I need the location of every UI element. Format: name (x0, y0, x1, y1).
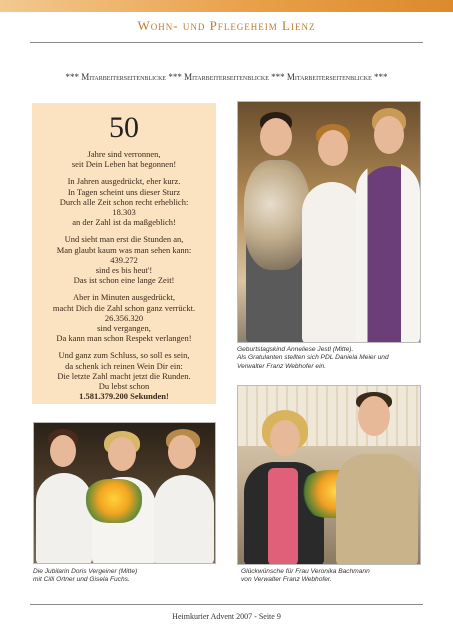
person-figure (336, 454, 418, 565)
photo-3-caption (241, 568, 370, 585)
photo-jubilarin-doris (33, 422, 216, 564)
photo-2-caption (33, 568, 137, 585)
poem-line: 18.303 (112, 207, 136, 218)
poem-line: 439.272 (110, 254, 138, 265)
caption-line: mit Cilli Ortner und Gisela Fuchs. (33, 576, 130, 584)
poem-line: Aber in Minuten ausgedrückt, (73, 292, 175, 303)
poem-line: sind es bis heut'! (95, 265, 153, 276)
caption-line: Geburtstagskind Anneliese Jestl (Mitte). (237, 346, 354, 353)
poem-line: In Jahren ausgedrückt, eher kurz. (67, 176, 181, 187)
poem-line: Man glaubt kaum was man sehen kann: (56, 244, 192, 255)
caption-line: Als Gratulanten stellten sich PDL Daniela Meier und (237, 354, 389, 362)
person-figure (154, 475, 214, 564)
caption-line: Verwalter Franz Webhofer ein. (237, 362, 327, 370)
page-footer: Heimkurier Advent 2007 - Seite 9 (172, 612, 281, 621)
person-figure (302, 182, 362, 343)
top-decorative-band (0, 0, 453, 12)
person-head (374, 116, 404, 154)
poem-line: an der Zahl ist da maßgeblich! (72, 217, 176, 228)
poem-number: 50 (109, 111, 139, 144)
photo-birthday-anneliese (237, 101, 421, 343)
poem-line: 26.356.320 (104, 312, 144, 323)
header-divider (30, 42, 423, 43)
person-figure (36, 473, 92, 564)
caption-line: Die Jubilarin Doris Vergeiner (Mitte) (33, 568, 138, 575)
poem-line: da schenk ich reinen Wein Dir ein: (65, 360, 183, 371)
poem-line: Da kann man schon Respekt verlangen! (56, 333, 192, 344)
caption-line: von Verwalter Franz Webhofer. (241, 576, 332, 584)
person-head (168, 435, 196, 469)
poem-line: Und sieht man erst die Stunden an, (64, 234, 184, 245)
poem-line: Das ist schon eine lange Zeit! (73, 275, 175, 286)
bouquet (244, 160, 310, 270)
person-head (50, 435, 76, 467)
poem-line: macht Dich die Zahl schon ganz verrückt. (52, 302, 196, 313)
poem-line: Du lebst schon (98, 381, 150, 392)
caption-line: Glückwünsche für Frau Veronika Bachmann (241, 568, 370, 575)
person-coat (356, 162, 420, 343)
poem-line: sind vergangen, (97, 323, 151, 334)
person-head (270, 420, 300, 456)
person-head (260, 118, 292, 156)
person-head (108, 437, 136, 471)
poem-line: seit Dein Leben hat begonnen! (71, 159, 177, 170)
person-top (268, 468, 298, 565)
poem-stanza-5 (36, 350, 212, 401)
photo-1-caption (237, 346, 389, 371)
poem-line: In Tagen scheint uns dieser Sturz (67, 186, 181, 197)
poem-line: Durch alle Zeit schon recht erheblich: (59, 196, 189, 207)
person-head (318, 130, 348, 166)
poem-stanza-2 (36, 176, 212, 227)
page-header-title: Wohn- und Pflegeheim Lienz (137, 18, 316, 33)
section-banner: *** Mitarbeiterseitenblicke *** Mitarbeiterseitenblicke *** Mitarbeiterseitenblicke *** (65, 72, 388, 82)
poem-stanza-1 (36, 149, 212, 169)
poem-line: Jahre sind verronnen, (87, 149, 161, 159)
birthday-poem-box (32, 103, 216, 404)
poem-stanza-3 (36, 234, 212, 285)
poem-line: Und ganz zum Schluss, so soll es sein, (58, 350, 190, 361)
poem-line: Die letzte Zahl macht jetzt die Runden. (57, 370, 191, 381)
bouquet (86, 479, 142, 523)
poem-stanza-4 (36, 292, 212, 343)
photo-veronika-bachmann (237, 385, 421, 565)
poem-line-total-seconds: 1.581.379.200 Sekunden! (79, 391, 169, 402)
person-head (358, 396, 390, 436)
footer-divider (30, 604, 423, 605)
